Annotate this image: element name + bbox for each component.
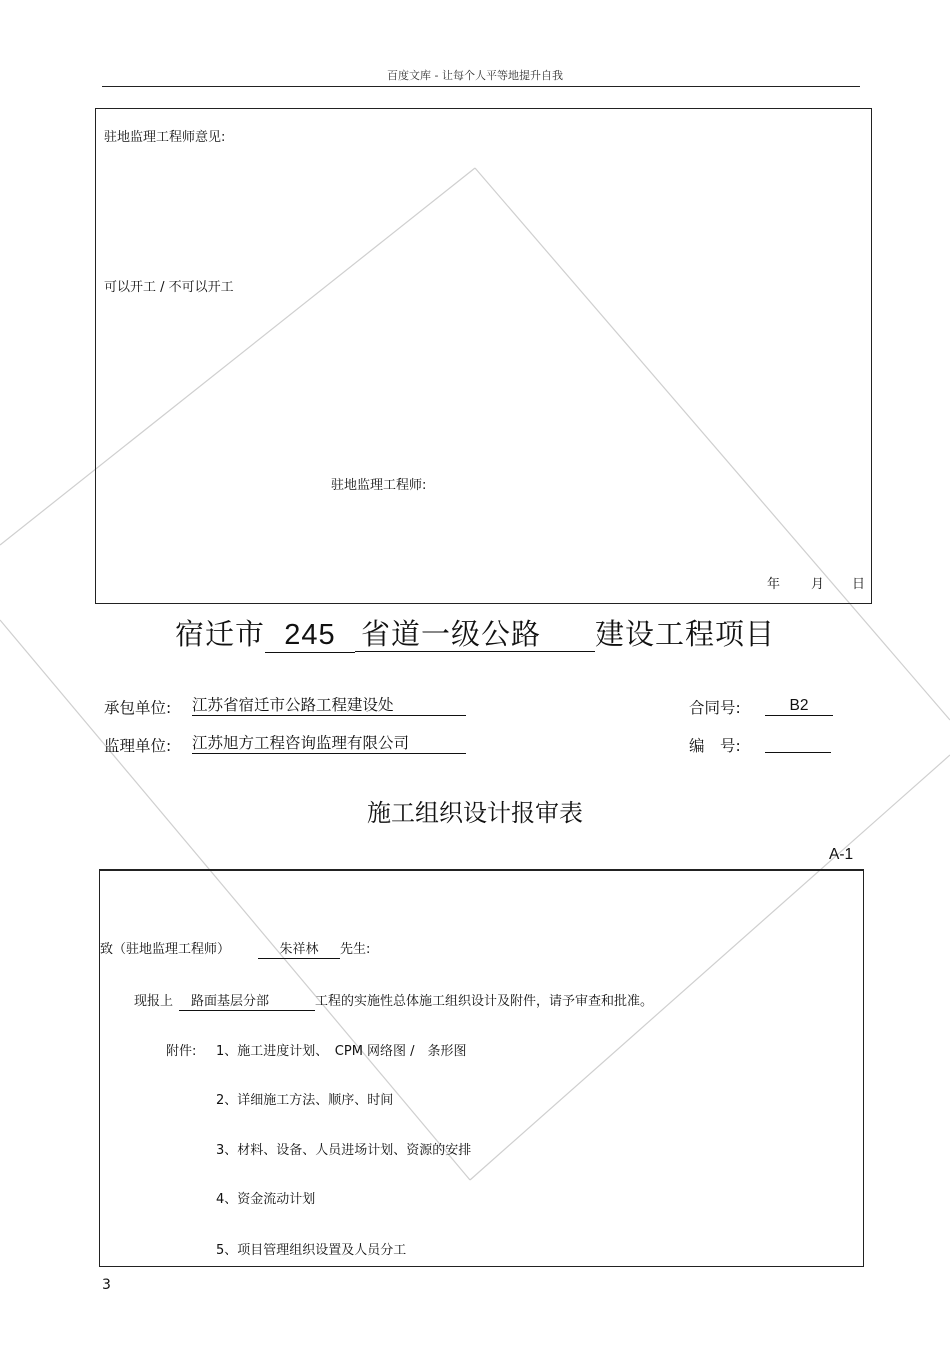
attachments-label: 附件: <box>166 1044 197 1059</box>
contract-no-value: B2 <box>765 697 833 716</box>
attachment-item: 3、材料、设备、人员进场计划、资源的安排 <box>216 1143 472 1158</box>
road-number: 245 <box>265 619 355 653</box>
header-text: 百度文库 - 让每个人平等地提升自我 <box>387 69 563 82</box>
contractor-value: 江苏省宿迁市公路工程建设处 <box>192 697 466 716</box>
date-year: 年 <box>767 577 781 592</box>
form-code: A-1 <box>829 846 854 863</box>
report-item: 路面基层分部 <box>179 995 315 1011</box>
to-suffix: 先生: <box>340 942 371 957</box>
report-suffix: 工程的实施性总体施工组织设计及附件，请予审查和批准。 <box>315 994 654 1009</box>
date-month: 月 <box>811 577 825 592</box>
engineer-name: 朱祥林 <box>258 943 340 959</box>
attachment-item: 4、资金流动计划 <box>216 1192 316 1207</box>
project-title <box>0 612 950 653</box>
page-number: 3 <box>102 1277 111 1293</box>
attachment-item: 1、施工进度计划、 CPM 网络图 / 条形图 <box>216 1044 467 1059</box>
signature-label: 驻地监理工程师: <box>331 478 427 493</box>
form-title: 施工组织设计报审表 <box>367 799 583 827</box>
decision-text: 可以开工 / 不可以开工 <box>104 280 234 295</box>
header-rule <box>102 86 860 87</box>
opinion-label: 驻地监理工程师意见: <box>104 130 226 145</box>
title-suffix: 建设工程项目 <box>595 617 776 651</box>
supervisor-label: 监理单位: <box>104 737 172 755</box>
report-line <box>134 990 653 1011</box>
date-day: 日 <box>852 577 866 592</box>
attachment-item: 5、项目管理组织设置及人员分工 <box>216 1243 407 1258</box>
addressee-line <box>100 938 370 959</box>
report-prefix: 现报上 <box>134 994 174 1009</box>
supervisor-value: 江苏旭方工程咨询监理有限公司 <box>192 735 466 754</box>
title-prefix: 宿迁市 <box>174 617 265 651</box>
serial-no-value <box>765 734 831 753</box>
contractor-label: 承包单位: <box>104 699 172 717</box>
contract-no-label: 合同号: <box>689 699 741 717</box>
attachment-item: 2、详细施工方法、顺序、时间 <box>216 1093 394 1108</box>
application-box <box>99 869 864 1267</box>
review-box <box>95 108 872 604</box>
serial-no-label: 编 号: <box>689 737 741 755</box>
road-name: 省道一级公路 <box>355 618 595 652</box>
to-prefix: 致（驻地监理工程师） <box>100 942 231 957</box>
